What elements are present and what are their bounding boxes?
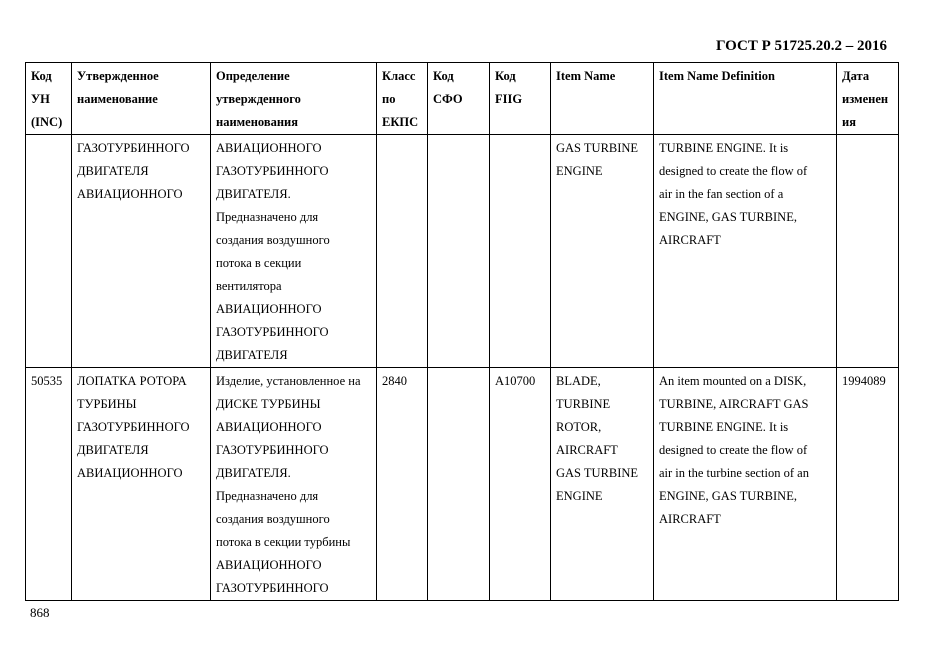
- header-sfo-code: [428, 63, 490, 135]
- cell-text-line: создания воздушного: [216, 512, 330, 526]
- header-text-line: Код: [433, 69, 454, 83]
- header-name-definition: [211, 63, 377, 135]
- cell-sfo-code: [428, 135, 490, 368]
- table-header-row: [26, 63, 899, 135]
- cell-text-line: ROTOR,: [556, 420, 602, 434]
- cell-text-line: ГАЗОТУРБИННОГО: [216, 325, 329, 339]
- header-text-line: наименования: [216, 115, 299, 129]
- header-approved-name: [72, 63, 211, 135]
- header-text-line: наименование: [77, 92, 158, 106]
- header-item-name: [551, 63, 654, 135]
- cell-text-line: ТУРБИНЫ: [77, 397, 137, 411]
- cell-text-line: потока в секции турбины: [216, 535, 351, 549]
- cell-text-line: ГАЗОТУРБИННОГО: [77, 141, 190, 155]
- header-text-line: Код: [31, 69, 52, 83]
- cell-fiig-code: [490, 135, 551, 368]
- cell-text-line: TURBINE, AIRCRAFT GAS: [659, 397, 809, 411]
- header-text-line: ия: [842, 115, 856, 129]
- cell-text-line: Предназначено для: [216, 210, 319, 224]
- header-text-line: ЕКПС: [382, 115, 419, 129]
- cell-fsc-class: [377, 135, 428, 368]
- cell-text-line: ДВИГАТЕЛЯ: [216, 348, 288, 362]
- cell-text-line: 2840: [382, 374, 407, 388]
- cell-text-line: ДВИГАТЕЛЯ: [77, 443, 149, 457]
- cell-text-line: An item mounted on a DISK,: [659, 374, 807, 388]
- cell-approved-name: [72, 368, 211, 601]
- cell-text-line: создания воздушного: [216, 233, 330, 247]
- cell-text-line: вентилятора: [216, 279, 282, 293]
- cell-text-line: AIRCRAFT: [659, 512, 721, 526]
- cell-text-line: GAS TURBINE: [556, 466, 639, 480]
- header-fiig-code: [490, 63, 551, 135]
- cell-name-definition: [211, 135, 377, 368]
- cell-item-name-definition: [654, 135, 837, 368]
- cell-text-line: Изделие, установленное на: [216, 374, 361, 388]
- header-text-line: Item Name Definition: [659, 69, 775, 83]
- document-code: ГОСТ Р 51725.20.2 – 2016: [715, 38, 887, 54]
- cell-change-date: [837, 368, 899, 601]
- cell-text-line: GAS TURBINE: [556, 141, 639, 155]
- cell-text-line: потока в секции: [216, 256, 302, 270]
- cell-text-line: ГАЗОТУРБИННОГО: [216, 443, 329, 457]
- header-text-line: УН: [31, 92, 50, 106]
- header-change-date: [837, 63, 899, 135]
- cell-change-date: [837, 135, 899, 368]
- header-text-line: (INC): [31, 115, 63, 129]
- cell-inc-code: [26, 368, 72, 601]
- header-text-line: изменен: [842, 92, 889, 106]
- cell-text-line: BLADE,: [556, 374, 601, 388]
- header-text-line: Утвержденное: [77, 69, 159, 83]
- cell-text-line: АВИАЦИОННОГО: [216, 420, 322, 434]
- nomenclature-table: [25, 62, 899, 601]
- cell-text-line: TURBINE ENGINE. It is: [659, 420, 789, 434]
- cell-text-line: ENGINE: [556, 164, 603, 178]
- cell-text-line: designed to create the flow of: [659, 164, 808, 178]
- cell-fiig-code: [490, 368, 551, 601]
- cell-text-line: TURBINE ENGINE. It is: [659, 141, 789, 155]
- cell-text-line: designed to create the flow of: [659, 443, 808, 457]
- cell-text-line: ENGINE: [556, 489, 603, 503]
- cell-text-line: AIRCRAFT: [659, 233, 721, 247]
- cell-inc-code: [26, 135, 72, 368]
- cell-text-line: ДВИГАТЕЛЯ.: [216, 187, 291, 201]
- cell-text-line: TURBINE: [556, 397, 611, 411]
- cell-text-line: ЛОПАТКА РОТОРА: [77, 374, 187, 388]
- table-row: [26, 368, 899, 601]
- cell-text-line: АВИАЦИОННОГО: [77, 466, 183, 480]
- cell-text-line: AIRCRAFT: [556, 443, 618, 457]
- table-row: [26, 135, 899, 368]
- cell-name-definition: [211, 368, 377, 601]
- cell-text-line: air in the turbine section of an: [659, 466, 809, 480]
- cell-text-line: АВИАЦИОННОГО: [77, 187, 183, 201]
- header-text-line: СФО: [433, 92, 463, 106]
- cell-text-line: ENGINE, GAS TURBINE,: [659, 489, 797, 503]
- header-text-line: по: [382, 92, 396, 106]
- header-text-line: Дата: [842, 69, 870, 83]
- page-number: 868: [30, 605, 50, 620]
- cell-text-line: ENGINE, GAS TURBINE,: [659, 210, 797, 224]
- cell-text-line: АВИАЦИОННОГО: [216, 302, 322, 316]
- cell-item-name: [551, 135, 654, 368]
- cell-text-line: 50535: [31, 374, 63, 388]
- header-text-line: FIIG: [495, 92, 523, 106]
- header-text-line: Класс: [382, 69, 416, 83]
- header-text-line: Код: [495, 69, 516, 83]
- header-inc-code: [26, 63, 72, 135]
- cell-text-line: ГАЗОТУРБИННОГО: [216, 581, 329, 595]
- cell-text-line: A10700: [495, 374, 536, 388]
- header-text-line: утвержденного: [216, 92, 301, 106]
- header-item-name-definition: [654, 63, 837, 135]
- cell-text-line: ДВИГАТЕЛЯ.: [216, 466, 291, 480]
- header-text-line: Определение: [216, 69, 290, 83]
- header-fsc-class: [377, 63, 428, 135]
- cell-fsc-class: [377, 368, 428, 601]
- cell-text-line: АВИАЦИОННОГО: [216, 558, 322, 572]
- cell-text-line: ДВИГАТЕЛЯ: [77, 164, 149, 178]
- cell-item-name: [551, 368, 654, 601]
- cell-text-line: ДИСКЕ ТУРБИНЫ: [216, 397, 321, 411]
- cell-approved-name: [72, 135, 211, 368]
- cell-text-line: АВИАЦИОННОГО: [216, 141, 322, 155]
- cell-text-line: 1994089: [842, 374, 886, 388]
- header-text-line: Item Name: [556, 69, 616, 83]
- cell-text-line: air in the fan section of a: [659, 187, 784, 201]
- cell-text-line: Предназначено для: [216, 489, 319, 503]
- cell-text-line: ГАЗОТУРБИННОГО: [77, 420, 190, 434]
- cell-item-name-definition: [654, 368, 837, 601]
- cell-text-line: ГАЗОТУРБИННОГО: [216, 164, 329, 178]
- cell-sfo-code: [428, 368, 490, 601]
